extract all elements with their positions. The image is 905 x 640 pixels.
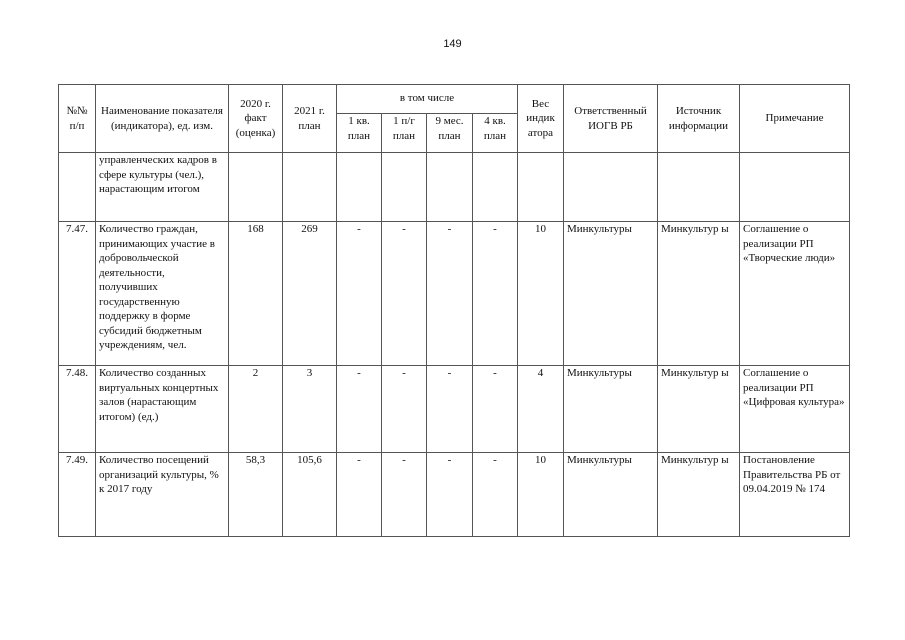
row-9m: -	[427, 366, 473, 453]
row-weight: 10	[518, 222, 564, 366]
row-2021	[283, 153, 337, 222]
row-source	[658, 153, 740, 222]
row-responsible	[564, 153, 658, 222]
row-q1: -	[337, 453, 382, 537]
row-responsible: Минкультуры	[564, 366, 658, 453]
row-9m	[427, 153, 473, 222]
row-weight: 4	[518, 366, 564, 453]
header-2020: 2020 г. факт (оценка)	[229, 85, 283, 153]
header-q4: 4 кв. план	[473, 114, 518, 153]
row-2020	[229, 153, 283, 222]
header-name: Наименование показателя (индикатора), ед. изм.	[96, 85, 229, 153]
header-q1: 1 кв. план	[337, 114, 382, 153]
row-9m: -	[427, 453, 473, 537]
row-name: Количество созданных виртуальных концертных залов (нарастающим итогом) (ед.)	[96, 366, 229, 453]
row-num: 7.47.	[59, 222, 96, 366]
row-responsible: Минкультуры	[564, 222, 658, 366]
header-num: №№ п/п	[59, 85, 96, 153]
header-h1: 1 п/г план	[382, 114, 427, 153]
row-weight: 10	[518, 453, 564, 537]
header-note: Примечание	[740, 85, 850, 153]
row-q4: -	[473, 222, 518, 366]
table-header	[59, 85, 850, 153]
row-num: 7.49.	[59, 453, 96, 537]
row-source: Минкультур ы	[658, 222, 740, 366]
table-row	[59, 453, 850, 537]
row-name: управленческих кадров в сфере культуры (чел.), нарастающим итогом	[96, 153, 229, 222]
table-row	[59, 153, 850, 222]
header-2021: 2021 г. план	[283, 85, 337, 153]
row-q1: -	[337, 222, 382, 366]
row-q4	[473, 153, 518, 222]
row-name: Количество посещений организаций культуры, % к 2017 году	[96, 453, 229, 537]
row-num	[59, 153, 96, 222]
table-row	[59, 366, 850, 453]
row-num: 7.48.	[59, 366, 96, 453]
row-note	[740, 153, 850, 222]
row-2021: 269	[283, 222, 337, 366]
row-note: Соглашение о реализации РП «Творческие люди»	[740, 222, 850, 366]
row-note: Постановление Правительства РБ от 09.04.2019 № 174	[740, 453, 850, 537]
row-2020: 168	[229, 222, 283, 366]
row-responsible: Минкультуры	[564, 453, 658, 537]
row-name: Количество граждан, принимающих участие в добровольческой деятельности, получивших государственную поддержку в форме субсидий бюджетным учреждениям, чел.	[96, 222, 229, 366]
row-source: Минкультур ы	[658, 366, 740, 453]
row-h1: -	[382, 366, 427, 453]
row-q4: -	[473, 453, 518, 537]
header-including: в том числе	[337, 85, 518, 114]
row-weight	[518, 153, 564, 222]
row-2021: 105,6	[283, 453, 337, 537]
row-q1	[337, 153, 382, 222]
row-note: Соглашение о реализации РП «Цифровая культура»	[740, 366, 850, 453]
header-source: Источник информации	[658, 85, 740, 153]
row-q4: -	[473, 366, 518, 453]
row-h1: -	[382, 453, 427, 537]
header-responsible: Ответственный ИОГВ РБ	[564, 85, 658, 153]
row-h1	[382, 153, 427, 222]
indicators-table	[58, 84, 850, 537]
row-q1: -	[337, 366, 382, 453]
table-row	[59, 222, 850, 366]
page-number: 149	[443, 38, 462, 50]
row-2021: 3	[283, 366, 337, 453]
row-9m: -	[427, 222, 473, 366]
row-2020: 2	[229, 366, 283, 453]
row-source: Минкультур ы	[658, 453, 740, 537]
header-9m: 9 мес. план	[427, 114, 473, 153]
header-weight: Вес индик атора	[518, 85, 564, 153]
row-h1: -	[382, 222, 427, 366]
row-2020: 58,3	[229, 453, 283, 537]
